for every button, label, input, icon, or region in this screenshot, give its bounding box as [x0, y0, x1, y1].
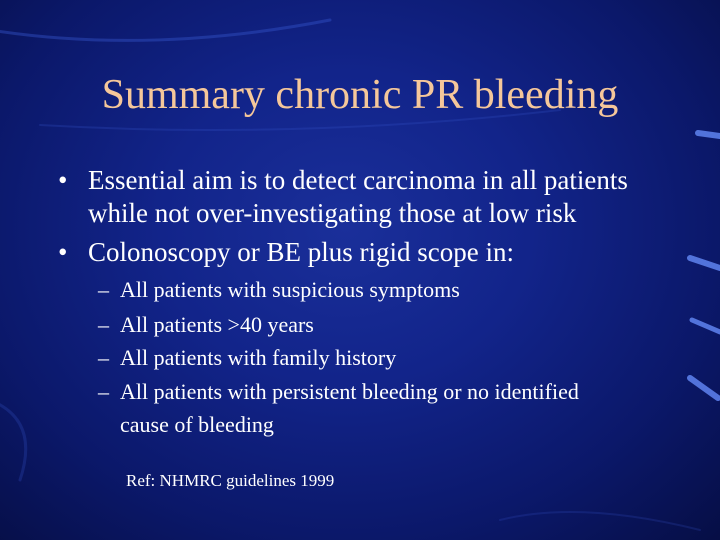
- sub-bullet-marker: –: [98, 379, 109, 404]
- sub-bullet-text-line: All patients with family history: [120, 345, 397, 370]
- bullet-text-line: Essential aim is to detect carcinoma in all patients: [88, 165, 628, 195]
- reference-note: Ref: NHMRC guidelines 1999: [126, 471, 335, 490]
- bullet-marker: •: [58, 165, 68, 195]
- bullet-text-line: Colonoscopy or BE plus rigid scope in:: [88, 237, 514, 267]
- slide-title: Summary chronic PR bleeding: [101, 72, 619, 118]
- sub-bullet-text-line: All patients with suspicious symptoms: [120, 277, 460, 302]
- sub-bullet-text-line: cause of bleeding: [120, 412, 274, 437]
- sub-bullet-marker: –: [98, 312, 109, 337]
- sub-bullet-marker: –: [98, 345, 109, 370]
- bullet-marker: •: [58, 237, 68, 267]
- sub-bullet-marker: –: [98, 277, 109, 302]
- sub-bullet-text-line: All patients >40 years: [120, 312, 314, 337]
- sub-bullet-text-line: All patients with persistent bleeding or no identified: [120, 379, 579, 404]
- bullet-text-line: while not over-investigating those at low risk: [88, 198, 577, 228]
